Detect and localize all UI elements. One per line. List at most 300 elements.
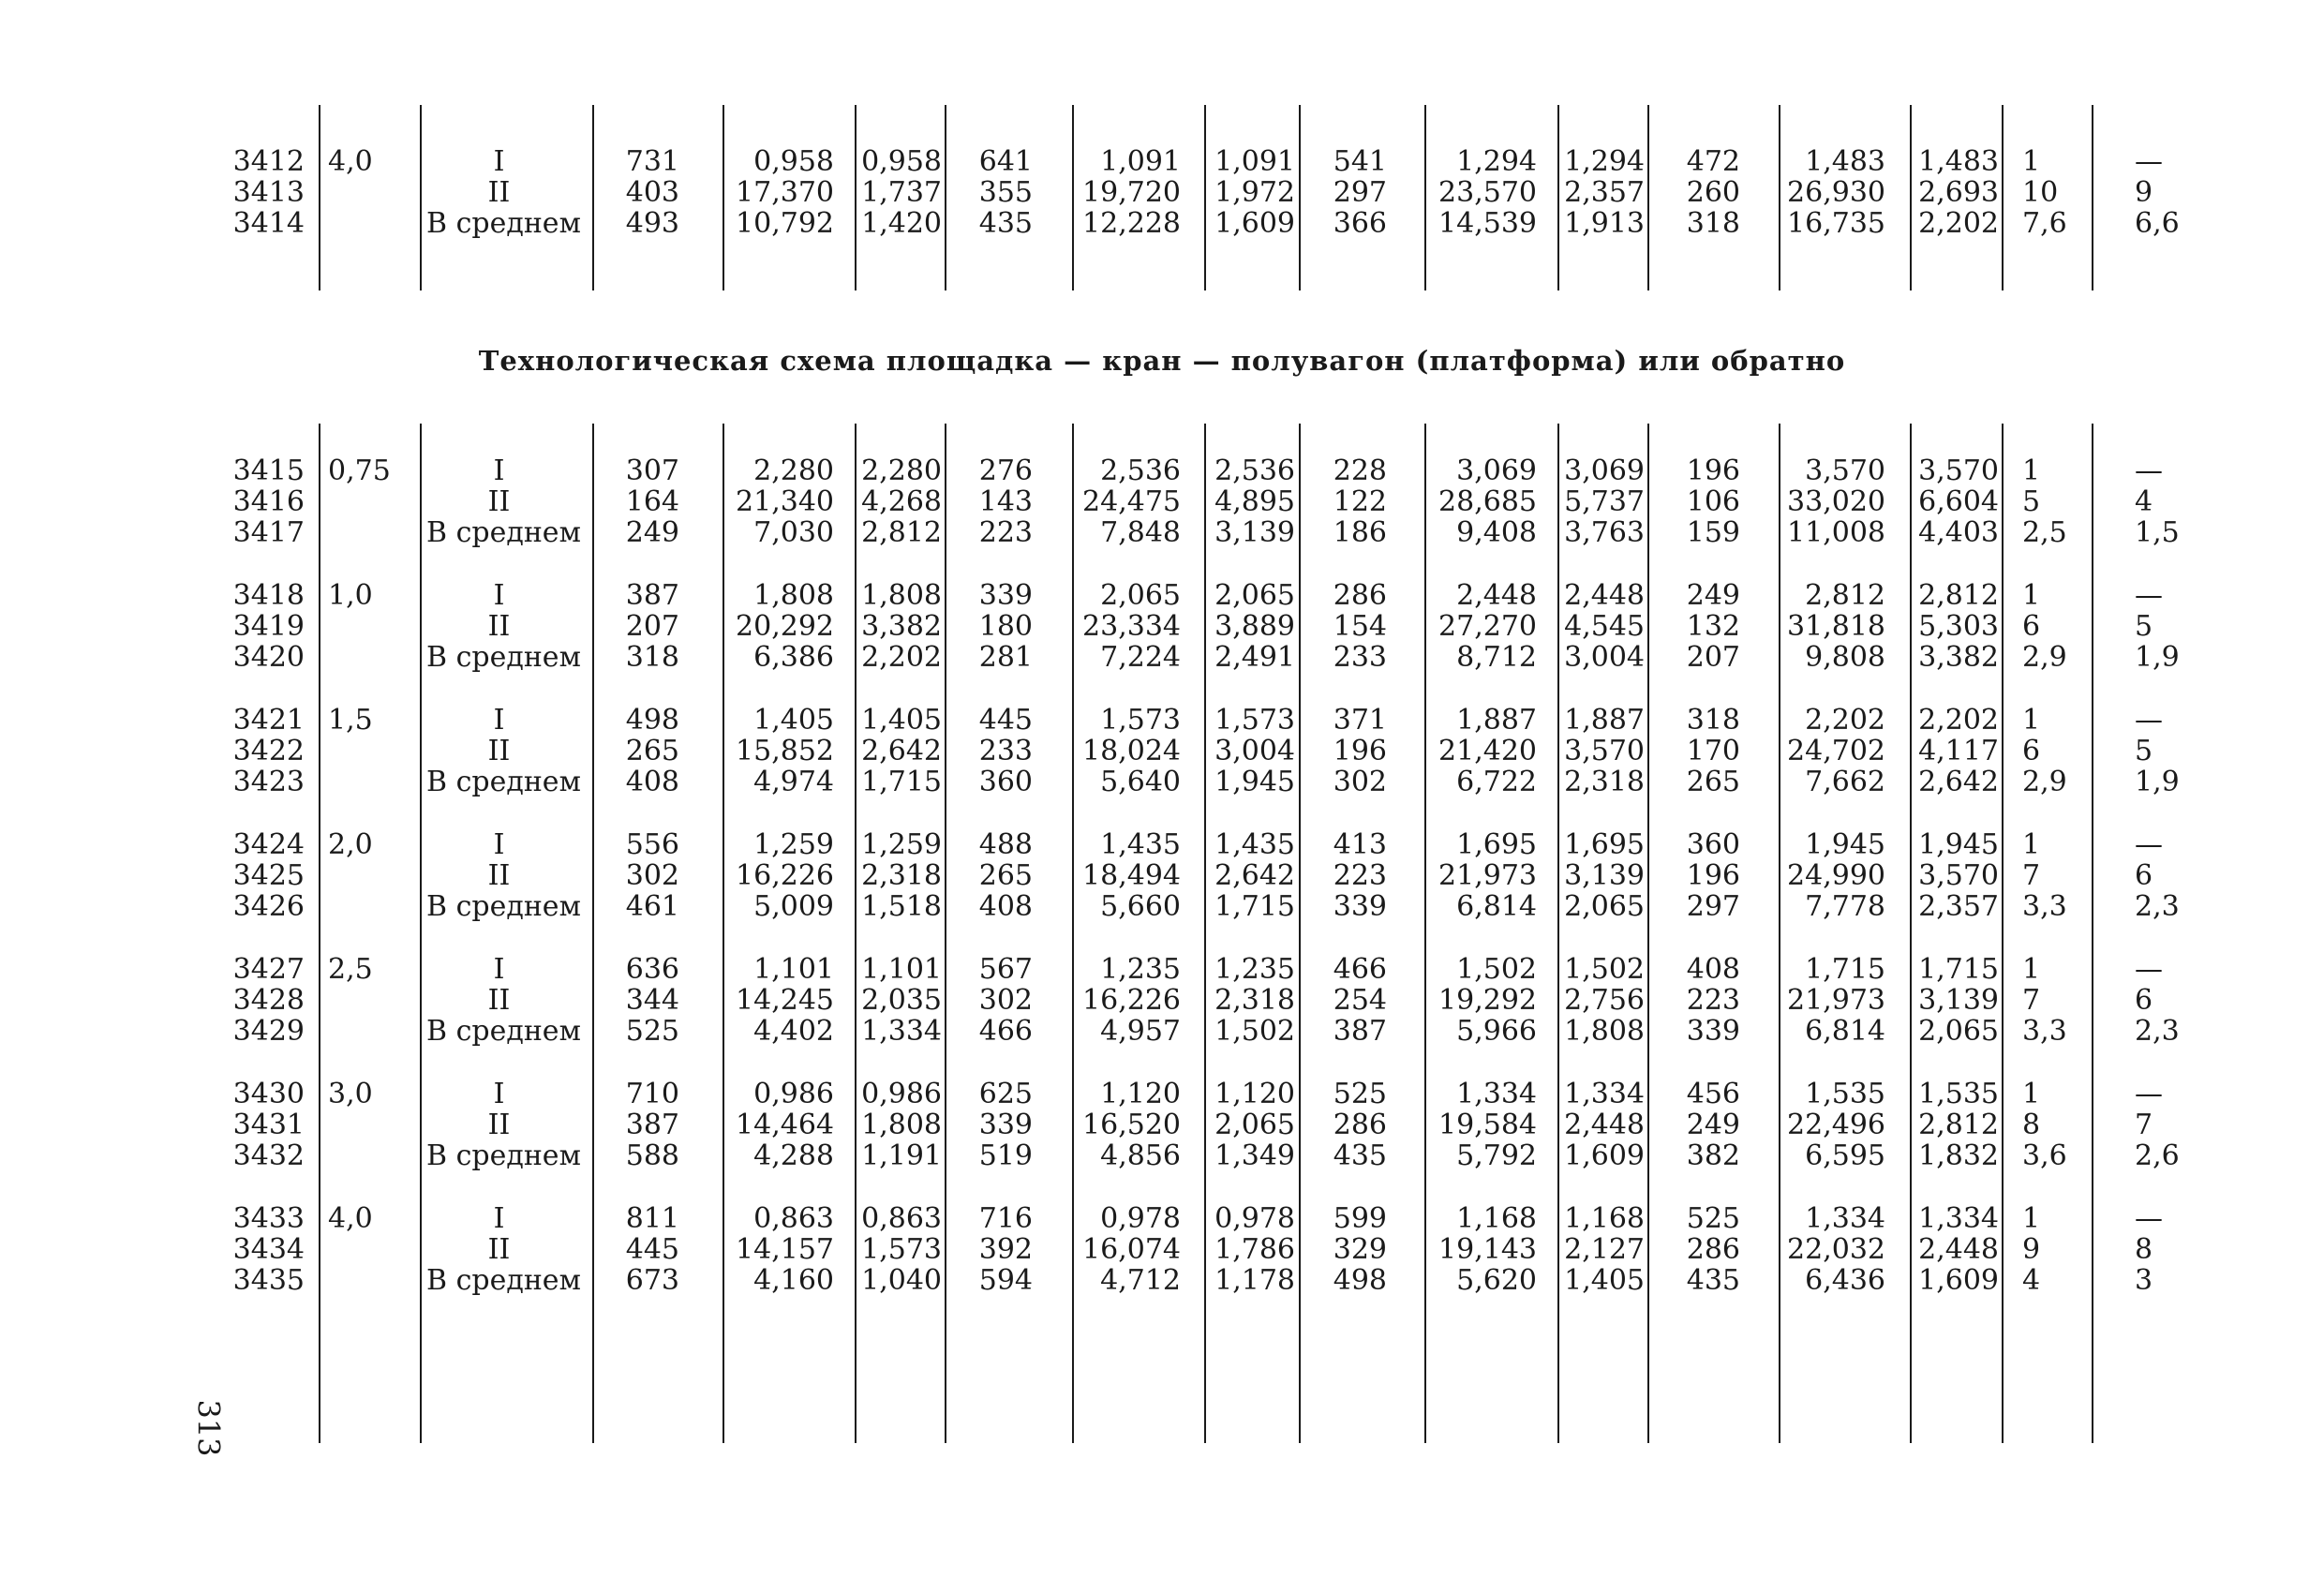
cell-col-2: 1,5 [328,704,373,737]
cell-col-11: 2,448 [1456,579,1537,612]
cell-col-6: 1,573 [861,1233,942,1266]
cell-col-17: 5 [2135,610,2153,643]
cell-col-7: 233 [978,735,1033,767]
top-rule-6 [945,105,946,290]
cell-col-16: 1 [2022,704,2041,737]
cell-col-12: 1,609 [1564,1139,1645,1172]
cell-col-11: 19,584 [1438,1109,1537,1141]
cell-col-8: 7,848 [1100,516,1181,549]
cell-col-4: 265 [625,735,679,767]
cell-col-13: 382 [1686,1139,1740,1172]
cell-col-8: 12,228 [1082,207,1181,240]
cell-col-16: 10 [2022,176,2059,209]
cell-col-7: 355 [978,176,1033,209]
cell-col-15: 1,334 [1918,1202,1999,1235]
cell-col-12: 4,545 [1564,610,1645,643]
cell-col-6: 2,812 [861,516,942,549]
cell-col-12: 1,334 [1564,1078,1645,1110]
cell-col-5: 16,226 [736,859,834,892]
cell-col-12: 5,737 [1564,485,1645,518]
cell-col-8: 2,536 [1100,454,1181,487]
cell-col-8: 0,978 [1100,1202,1181,1235]
cell-col-2 [328,1016,403,1048]
cell-col-14: 24,702 [1787,735,1885,767]
cell-col-14: 3,570 [1805,454,1885,487]
cell-col-15: 2,357 [1918,890,1999,923]
cell-col-6: 1,715 [861,766,942,798]
cell-col-17: 6,6 [2135,207,2180,240]
cell-col-2 [328,486,403,518]
cell-col-4: 307 [625,454,679,487]
cell-col-12: 3,763 [1564,516,1645,549]
cell-col-11: 1,887 [1456,704,1537,737]
cell-col-14: 31,818 [1787,610,1885,643]
top-rule-12 [1647,105,1649,290]
cell-col-7: 435 [978,207,1033,240]
cell-col-5: 4,160 [753,1264,834,1297]
cell-col-14: 6,814 [1805,1015,1885,1048]
cell-col-9: 1,349 [1214,1139,1295,1172]
cell-col-3: I [493,704,505,737]
cell-col-5: 5,009 [753,890,834,923]
top-rule-16 [2092,105,2093,290]
main-rule-3 [592,424,594,1443]
cell-col-2: 4,0 [328,145,373,178]
cell-col-1: 3424 [232,828,305,861]
cell-col-13: 525 [1686,1202,1740,1235]
cell-col-2 [328,177,403,209]
cell-col-17: — [2135,454,2163,487]
cell-col-6: 2,202 [861,641,942,674]
cell-col-1: 3412 [232,145,305,178]
cell-col-8: 24,475 [1082,485,1181,518]
cell-col-6: 0,986 [861,1078,942,1110]
cell-col-2 [328,891,403,923]
cell-col-6: 1,737 [861,176,942,209]
cell-col-17: 6 [2135,984,2153,1017]
cell-col-16: 9 [2022,1233,2041,1266]
cell-col-17: 1,9 [2135,766,2180,798]
cell-col-1: 3417 [232,516,305,549]
cell-col-2 [328,1265,403,1297]
cell-col-8: 2,065 [1100,579,1181,612]
cell-col-2 [328,1234,403,1266]
cell-col-15: 6,604 [1918,485,1999,518]
top-rule-3 [592,105,594,290]
cell-col-13: 196 [1686,454,1740,487]
cell-col-17: 2,6 [2135,1139,2180,1172]
cell-col-11: 28,685 [1438,485,1537,518]
cell-col-12: 3,004 [1564,641,1645,674]
cell-col-17: 2,3 [2135,890,2180,923]
cell-col-6: 2,035 [861,984,942,1017]
cell-col-8: 18,024 [1082,735,1181,767]
cell-col-3: II [487,735,511,767]
cell-col-4: 588 [625,1139,679,1172]
cell-col-5: 1,101 [753,953,834,986]
cell-col-17: — [2135,828,2163,861]
cell-col-13: 207 [1686,641,1740,674]
cell-col-14: 22,032 [1787,1233,1885,1266]
cell-col-1: 3418 [232,579,305,612]
cell-col-11: 21,973 [1438,859,1537,892]
cell-col-6: 1,808 [861,1109,942,1141]
cell-col-13: 339 [1686,1015,1740,1048]
cell-col-10: 498 [1333,1264,1387,1297]
cell-col-1: 3435 [232,1264,305,1297]
top-rule-2 [420,105,422,290]
cell-col-3: II [487,984,511,1017]
cell-col-2: 4,0 [328,1202,373,1235]
cell-col-17: 2,3 [2135,1015,2180,1048]
cell-col-13: 360 [1686,828,1740,861]
cell-col-10: 154 [1333,610,1387,643]
cell-col-9: 1,235 [1214,953,1295,986]
cell-col-16: 3,6 [2022,1139,2067,1172]
cell-col-10: 233 [1333,641,1387,674]
cell-col-7: 360 [978,766,1033,798]
main-rule-4 [723,424,724,1443]
cell-col-6: 3,382 [861,610,942,643]
cell-col-5: 7,030 [753,516,834,549]
cell-col-1: 3423 [232,766,305,798]
cell-col-8: 4,856 [1100,1139,1181,1172]
cell-col-9: 1,715 [1214,890,1295,923]
cell-col-16: 2,9 [2022,766,2067,798]
cell-col-15: 4,403 [1918,516,1999,549]
cell-col-3: В среднем [426,207,581,240]
cell-col-16: 5 [2022,485,2041,518]
cell-col-4: 387 [625,579,679,612]
cell-col-11: 1,334 [1456,1078,1537,1110]
cell-col-16: 2,9 [2022,641,2067,674]
cell-col-11: 5,792 [1456,1139,1537,1172]
cell-col-8: 16,226 [1082,984,1181,1017]
main-rule-6 [945,424,946,1443]
cell-col-4: 710 [625,1078,679,1110]
cell-col-11: 5,620 [1456,1264,1537,1297]
cell-col-2 [328,1140,403,1172]
cell-col-11: 6,722 [1456,766,1537,798]
cell-col-12: 1,294 [1564,145,1645,178]
cell-col-1: 3416 [232,485,305,518]
cell-col-10: 329 [1333,1233,1387,1266]
cell-col-7: 339 [978,579,1033,612]
cell-col-13: 297 [1686,890,1740,923]
cell-col-4: 673 [625,1264,679,1297]
cell-col-8: 1,235 [1100,953,1181,986]
cell-col-8: 4,712 [1100,1264,1181,1297]
cell-col-15: 2,065 [1918,1015,1999,1048]
cell-col-17: 7 [2135,1109,2153,1141]
cell-col-10: 186 [1333,516,1387,549]
cell-col-5: 15,852 [736,735,834,767]
cell-col-4: 387 [625,1109,679,1141]
cell-col-13: 196 [1686,859,1740,892]
cell-col-6: 2,642 [861,735,942,767]
cell-col-17: — [2135,953,2163,986]
cell-col-9: 1,609 [1214,207,1295,240]
cell-col-16: 1 [2022,828,2041,861]
cell-col-2 [328,736,403,767]
cell-col-11: 1,168 [1456,1202,1537,1235]
cell-col-14: 2,202 [1805,704,1885,737]
cell-col-11: 14,539 [1438,207,1537,240]
cell-col-8: 18,494 [1082,859,1181,892]
cell-col-16: 1 [2022,1078,2041,1110]
cell-col-5: 6,386 [753,641,834,674]
cell-col-9: 4,895 [1214,485,1295,518]
cell-col-9: 2,065 [1214,579,1295,612]
cell-col-5: 17,370 [736,176,834,209]
cell-col-6: 1,101 [861,953,942,986]
cell-col-2 [328,985,403,1017]
cell-col-8: 16,520 [1082,1109,1181,1141]
cell-col-2: 0,75 [328,454,391,487]
cell-col-5: 2,280 [753,454,834,487]
cell-col-15: 3,570 [1918,859,1999,892]
cell-col-7: 488 [978,828,1033,861]
main-rule-7 [1072,424,1074,1443]
cell-col-8: 1,573 [1100,704,1181,737]
cell-col-12: 3,570 [1564,735,1645,767]
cell-col-3: I [493,953,505,986]
cell-col-14: 1,334 [1805,1202,1885,1235]
cell-col-13: 170 [1686,735,1740,767]
cell-col-7: 302 [978,984,1033,1017]
cell-col-17: — [2135,1202,2163,1235]
cell-col-17: 1,5 [2135,516,2180,549]
cell-col-8: 19,720 [1082,176,1181,209]
cell-col-2: 3,0 [328,1078,373,1110]
cell-col-2 [328,1109,403,1141]
cell-col-3: I [493,454,505,487]
cell-col-10: 196 [1333,735,1387,767]
cell-col-5: 0,986 [753,1078,834,1110]
cell-col-9: 3,139 [1214,516,1295,549]
cell-col-5: 4,288 [753,1139,834,1172]
cell-col-6: 1,259 [861,828,942,861]
cell-col-2 [328,860,403,892]
cell-col-17: 1,9 [2135,641,2180,674]
cell-col-14: 2,812 [1805,579,1885,612]
main-rule-15 [2002,424,2004,1443]
cell-col-13: 260 [1686,176,1740,209]
cell-col-16: 3,3 [2022,1015,2067,1048]
cell-col-7: 567 [978,953,1033,986]
main-rule-16 [2092,424,2093,1443]
cell-col-7: 625 [978,1078,1033,1110]
cell-col-6: 4,268 [861,485,942,518]
cell-col-1: 3426 [232,890,305,923]
cell-col-8: 1,091 [1100,145,1181,178]
cell-col-13: 435 [1686,1264,1740,1297]
cell-col-16: 1 [2022,579,2041,612]
cell-col-6: 0,863 [861,1202,942,1235]
cell-col-13: 106 [1686,485,1740,518]
cell-col-4: 207 [625,610,679,643]
cell-col-13: 249 [1686,579,1740,612]
cell-col-13: 472 [1686,145,1740,178]
cell-col-6: 1,420 [861,207,942,240]
cell-col-11: 23,570 [1438,176,1537,209]
cell-col-16: 7 [2022,984,2041,1017]
cell-col-4: 525 [625,1015,679,1048]
cell-col-14: 33,020 [1787,485,1885,518]
cell-col-5: 4,974 [753,766,834,798]
cell-col-4: 731 [625,145,679,178]
section-title: Технологическая схема площадка — кран — полувагон (платформа) или обратно [478,345,1846,377]
cell-col-10: 286 [1333,579,1387,612]
cell-col-15: 3,139 [1918,984,1999,1017]
cell-col-14: 1,535 [1805,1078,1885,1110]
cell-col-15: 2,812 [1918,579,1999,612]
cell-col-3: I [493,828,505,861]
cell-col-1: 3422 [232,735,305,767]
cell-col-3: II [487,176,511,209]
cell-col-10: 371 [1333,704,1387,737]
cell-col-9: 1,573 [1214,704,1295,737]
cell-col-15: 1,715 [1918,953,1999,986]
cell-col-1: 3414 [232,207,305,240]
cell-col-1: 3415 [232,454,305,487]
cell-col-15: 3,382 [1918,641,1999,674]
cell-col-14: 1,483 [1805,145,1885,178]
cell-col-11: 19,143 [1438,1233,1537,1266]
cell-col-15: 1,483 [1918,145,1999,178]
cell-col-6: 1,808 [861,579,942,612]
cell-col-13: 249 [1686,1109,1740,1141]
cell-col-10: 122 [1333,485,1387,518]
cell-col-7: 466 [978,1015,1033,1048]
cell-col-12: 1,913 [1564,207,1645,240]
cell-col-17: — [2135,145,2163,178]
cell-col-3: В среднем [426,1139,581,1172]
cell-col-9: 3,889 [1214,610,1295,643]
cell-col-5: 1,405 [753,704,834,737]
cell-col-1: 3428 [232,984,305,1017]
cell-col-13: 132 [1686,610,1740,643]
cell-col-11: 21,420 [1438,735,1537,767]
main-rule-2 [420,424,422,1443]
cell-col-10: 302 [1333,766,1387,798]
cell-col-12: 3,139 [1564,859,1645,892]
cell-col-9: 1,972 [1214,176,1295,209]
top-rule-7 [1072,105,1074,290]
cell-col-5: 21,340 [736,485,834,518]
cell-col-1: 3413 [232,176,305,209]
cell-col-10: 254 [1333,984,1387,1017]
top-rule-1 [319,105,320,290]
cell-col-14: 26,930 [1787,176,1885,209]
cell-col-4: 302 [625,859,679,892]
cell-col-3: II [487,485,511,518]
cell-col-8: 5,660 [1100,890,1181,923]
cell-col-8: 1,435 [1100,828,1181,861]
cell-col-15: 2,202 [1918,207,1999,240]
cell-col-9: 1,502 [1214,1015,1295,1048]
cell-col-1: 3431 [232,1109,305,1141]
cell-col-9: 3,004 [1214,735,1295,767]
cell-col-15: 2,642 [1918,766,1999,798]
cell-col-8: 4,957 [1100,1015,1181,1048]
cell-col-9: 1,786 [1214,1233,1295,1266]
cell-col-14: 7,662 [1805,766,1885,798]
top-rule-9 [1299,105,1301,290]
cell-col-14: 24,990 [1787,859,1885,892]
cell-col-13: 159 [1686,516,1740,549]
cell-col-16: 6 [2022,735,2041,767]
cell-col-12: 2,127 [1564,1233,1645,1266]
cell-col-15: 2,202 [1918,704,1999,737]
cell-col-15: 1,945 [1918,828,1999,861]
cell-col-5: 0,958 [753,145,834,178]
cell-col-12: 1,502 [1564,953,1645,986]
cell-col-17: 3 [2135,1264,2153,1297]
cell-col-14: 1,715 [1805,953,1885,986]
cell-col-6: 1,040 [861,1264,942,1297]
cell-col-5: 20,292 [736,610,834,643]
main-rule-9 [1299,424,1301,1443]
cell-col-15: 4,117 [1918,735,1999,767]
cell-col-13: 318 [1686,207,1740,240]
cell-col-11: 3,069 [1456,454,1537,487]
cell-col-17: 4 [2135,485,2153,518]
cell-col-4: 403 [625,176,679,209]
cell-col-7: 519 [978,1139,1033,1172]
cell-col-6: 1,334 [861,1015,942,1048]
cell-col-7: 180 [978,610,1033,643]
top-rule-15 [2002,105,2004,290]
cell-col-12: 2,318 [1564,766,1645,798]
cell-col-6: 1,518 [861,890,942,923]
cell-col-11: 6,814 [1456,890,1537,923]
cell-col-6: 2,280 [861,454,942,487]
cell-col-1: 3430 [232,1078,305,1110]
cell-col-10: 466 [1333,953,1387,986]
cell-col-1: 3419 [232,610,305,643]
cell-col-17: 9 [2135,176,2153,209]
cell-col-8: 16,074 [1082,1233,1181,1266]
top-rule-4 [723,105,724,290]
cell-col-5: 10,792 [736,207,834,240]
cell-col-3: I [493,1202,505,1235]
cell-col-3: В среднем [426,1015,581,1048]
main-rule-12 [1647,424,1649,1443]
cell-col-1: 3420 [232,641,305,674]
cell-col-5: 1,259 [753,828,834,861]
cell-col-14: 7,778 [1805,890,1885,923]
cell-col-7: 265 [978,859,1033,892]
cell-col-15: 3,570 [1918,454,1999,487]
cell-col-2: 1,0 [328,579,373,612]
cell-col-4: 344 [625,984,679,1017]
cell-col-4: 636 [625,953,679,986]
cell-col-10: 286 [1333,1109,1387,1141]
cell-col-7: 408 [978,890,1033,923]
page-number: 313 [190,1399,227,1457]
cell-col-16: 7,6 [2022,207,2067,240]
cell-col-4: 461 [625,890,679,923]
cell-col-2 [328,642,403,674]
cell-col-14: 11,008 [1787,516,1885,549]
cell-col-16: 1 [2022,1202,2041,1235]
cell-col-4: 164 [625,485,679,518]
cell-col-3: В среднем [426,641,581,674]
cell-col-12: 2,756 [1564,984,1645,1017]
cell-col-12: 2,357 [1564,176,1645,209]
cell-col-12: 2,448 [1564,579,1645,612]
